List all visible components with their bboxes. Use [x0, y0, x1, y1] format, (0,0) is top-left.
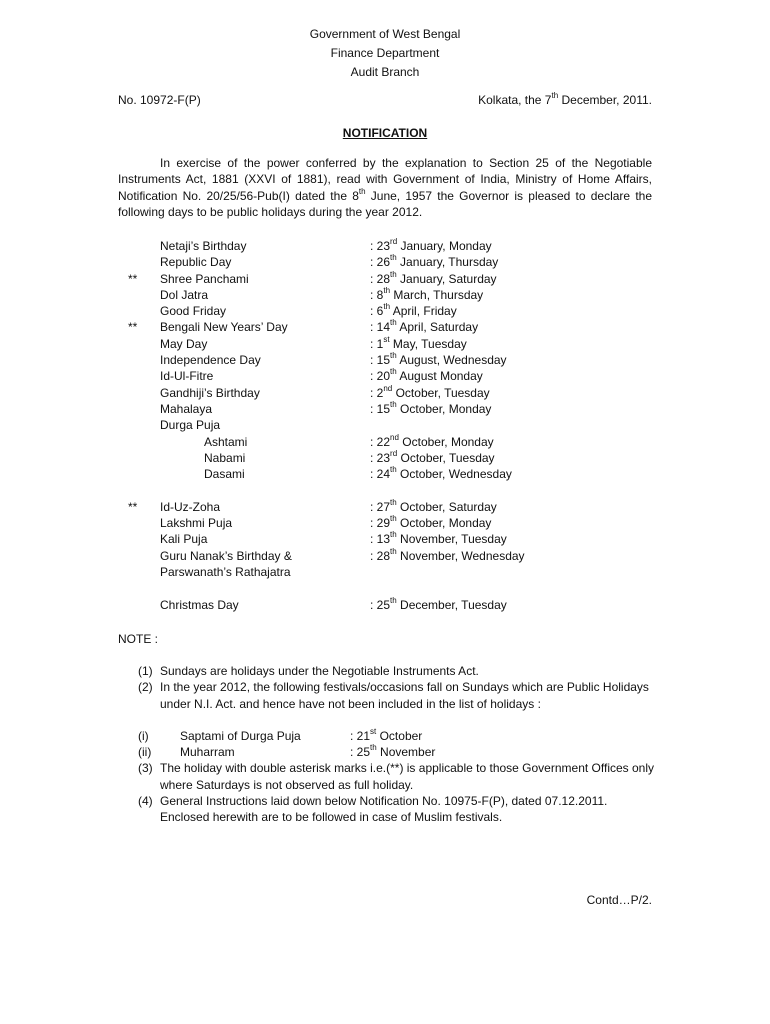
note-number: (1) — [138, 664, 153, 678]
holiday-name: Republic Day — [160, 255, 232, 270]
holiday-date — [370, 499, 497, 515]
holiday-date-separator: : — [370, 467, 377, 482]
holiday-day-suffix: th — [390, 318, 397, 328]
holiday-name: Bengali New Years’ Day — [160, 320, 288, 335]
holiday-date-separator: : — [370, 239, 377, 253]
holiday-name: Good Friday — [160, 304, 227, 319]
holiday-day: 13 — [376, 532, 391, 547]
holiday-row — [0, 254, 770, 270]
notes-list — [138, 663, 658, 826]
holiday-day: 22 — [376, 434, 391, 449]
holiday-row — [0, 499, 770, 515]
holiday-month-weekday: April, Friday — [390, 304, 457, 319]
holiday-day: 29 — [376, 516, 391, 531]
holiday-month-weekday: November, Tuesday — [396, 532, 507, 547]
holiday-month-weekday: March, Thursday — [390, 287, 484, 302]
holiday-day: 24 — [376, 467, 391, 482]
holiday-date — [370, 531, 507, 547]
holiday-month-weekday: December, Tuesday — [396, 597, 507, 612]
note-item — [138, 760, 658, 793]
holiday-day: 25 — [376, 597, 391, 612]
holiday-date-separator: : — [370, 271, 377, 286]
holiday-day-suffix: th — [390, 269, 397, 279]
document-header — [0, 26, 770, 83]
holiday-date-separator: : — [370, 369, 377, 384]
holiday-name: Ashtami — [204, 434, 248, 449]
note-text: Sundays are holidays under the Negotiable Instruments Act. — [160, 664, 479, 678]
holiday-date-separator: : — [370, 255, 377, 270]
holiday-date-separator: : — [370, 450, 377, 465]
holiday-month-weekday: January, Thursday — [396, 255, 499, 270]
holiday-day-suffix: th — [383, 285, 391, 295]
holiday-name: Nabami — [204, 450, 246, 465]
holiday-day-suffix: nd — [383, 383, 393, 393]
double-asterisk-mark: ** — [128, 499, 138, 514]
holiday-date-separator: : — [370, 320, 377, 335]
holiday-month-weekday: May, Tuesday — [389, 336, 467, 351]
holiday-row — [0, 597, 770, 613]
holiday-date — [370, 319, 478, 335]
holiday-day: 28 — [376, 271, 391, 286]
sunday-holiday-row — [138, 728, 658, 744]
sunday-day: 21 — [356, 728, 371, 743]
holiday-row — [0, 385, 770, 401]
holiday-month-weekday: August Monday — [396, 369, 483, 384]
holiday-date — [370, 548, 525, 564]
holiday-date-separator: : — [370, 516, 377, 531]
holiday-name: Dol Jatra — [160, 287, 209, 302]
holiday-day-suffix: nd — [390, 432, 399, 442]
sunday-day-suffix: st — [370, 726, 377, 736]
double-asterisk-mark: ** — [128, 271, 138, 286]
holiday-row — [0, 515, 770, 531]
holiday-date-separator: : — [370, 532, 377, 547]
holiday-row — [0, 417, 770, 433]
holiday-day-suffix: th — [390, 497, 397, 507]
holiday-date — [370, 385, 490, 401]
continued-marker: Contd…P/2. — [586, 893, 652, 907]
holiday-date — [370, 515, 491, 531]
holiday-name: Id-Uz-Zoha — [160, 499, 221, 514]
holiday-day-suffix: th — [390, 367, 397, 377]
holiday-name: Parswanath’s Rathajatra — [160, 564, 291, 579]
holiday-day: 23 — [376, 450, 391, 465]
holiday-date — [370, 466, 512, 482]
sunday-number: (ii) — [138, 745, 152, 760]
holiday-row — [0, 287, 770, 303]
holiday-row — [0, 564, 770, 597]
sunday-holiday-date — [350, 728, 422, 744]
place-date-suffix: December, 2011. — [558, 93, 652, 107]
holiday-day: 15 — [376, 401, 391, 416]
holiday-day: 20 — [376, 369, 391, 384]
holiday-name: Id-Ul-Fitre — [160, 369, 214, 384]
sunday-holiday-date — [350, 744, 435, 760]
note-item — [138, 793, 658, 826]
holiday-name: May Day — [160, 336, 208, 351]
holiday-row — [0, 368, 770, 384]
holiday-day-suffix: th — [390, 546, 397, 556]
holiday-day-suffix: th — [390, 351, 397, 361]
holiday-month-weekday: October, Saturday — [396, 499, 497, 514]
double-asterisk-mark: ** — [128, 320, 138, 335]
holiday-row — [0, 548, 770, 564]
holiday-name: Christmas Day — [160, 597, 239, 612]
holiday-day-suffix: th — [390, 465, 397, 475]
holiday-day: 26 — [376, 255, 391, 270]
header-branch: Audit Branch — [350, 65, 420, 79]
holiday-month-weekday: January, Monday — [397, 239, 492, 253]
holiday-date — [370, 597, 507, 613]
holiday-day: 14 — [376, 320, 391, 335]
holiday-month-weekday: January, Saturday — [396, 271, 497, 286]
holiday-day: 27 — [376, 499, 391, 514]
holiday-date-separator: : — [370, 499, 377, 514]
holiday-date-separator: : — [370, 597, 377, 612]
holiday-name: Guru Nanak’s Birthday & — [160, 548, 292, 563]
holiday-row — [0, 434, 770, 450]
holiday-row — [0, 401, 770, 417]
holiday-day: 15 — [376, 353, 391, 368]
holiday-date — [370, 352, 507, 368]
holiday-row — [0, 336, 770, 352]
sunday-holiday-name: Muharram — [180, 745, 235, 760]
holiday-month-weekday: October, Monday — [396, 401, 492, 416]
note-text: The holiday with double asterisk marks i.e.(**) is applicable to those Government Offices only where Saturdays is not observed as full holiday. — [160, 761, 655, 792]
holiday-day: 2 — [376, 385, 384, 400]
holiday-month-weekday: August, Wednesday — [396, 353, 507, 368]
note-text: In the year 2012, the following festivals/occasions fall on Sundays which are Public Holidays under N.I. Act. and hence have not been included in the list of holidays : — [160, 680, 649, 711]
holiday-day-suffix: th — [390, 253, 397, 263]
place-date — [478, 92, 652, 108]
note-number: (3) — [138, 761, 153, 776]
holiday-day: 1 — [376, 336, 384, 351]
holiday-day-suffix: th — [383, 302, 391, 312]
holiday-date-separator: : — [370, 434, 377, 449]
place-date-prefix: Kolkata, the 7 — [478, 93, 552, 107]
holiday-date — [370, 434, 494, 450]
holiday-month-weekday: October, Tuesday — [397, 450, 495, 465]
holiday-row — [0, 238, 770, 254]
holiday-month-weekday: October, Monday — [396, 516, 492, 531]
holiday-day-suffix: st — [383, 334, 390, 344]
sunday-day: 25 — [356, 745, 371, 760]
holiday-row — [0, 450, 770, 466]
holiday-day: 23 — [376, 239, 391, 253]
note-number: (2) — [138, 680, 153, 695]
holiday-row — [0, 531, 770, 547]
holiday-row — [0, 303, 770, 319]
holiday-day-suffix: th — [390, 399, 397, 409]
sunday-holiday-list — [138, 726, 658, 761]
note-item — [138, 663, 658, 679]
holiday-day: 28 — [376, 548, 391, 563]
holiday-row — [0, 319, 770, 335]
holiday-month-weekday: October, Monday — [398, 434, 494, 449]
sunday-month: November — [376, 745, 436, 760]
holiday-month-weekday: April, Saturday — [396, 320, 479, 335]
holiday-list — [0, 238, 770, 613]
holiday-date — [370, 287, 483, 303]
holiday-date-separator: : — [370, 336, 377, 351]
holiday-name: Netaji’s Birthday — [160, 239, 247, 253]
holiday-month-weekday: November, Wednesday — [396, 548, 525, 563]
holiday-name: Mahalaya — [160, 401, 213, 416]
holiday-date-separator: : — [370, 287, 377, 302]
holiday-name: Kali Puja — [160, 532, 208, 547]
holiday-month-weekday: October, Wednesday — [396, 467, 512, 482]
holiday-date — [370, 450, 495, 466]
header-government: Government of West Bengal — [309, 27, 461, 41]
note-number: (4) — [138, 794, 153, 809]
sunday-day-suffix: th — [370, 743, 377, 753]
sunday-number: (i) — [138, 728, 149, 743]
holiday-date-separator: : — [370, 385, 377, 400]
holiday-name: Durga Puja — [160, 418, 221, 433]
holiday-day-suffix: rd — [390, 237, 398, 246]
holiday-day-suffix: rd — [390, 448, 398, 458]
holiday-name: Shree Panchami — [160, 271, 249, 286]
sunday-holiday-row — [138, 744, 658, 760]
intro-paragraph — [118, 155, 652, 220]
holiday-date — [370, 238, 492, 254]
holiday-date-separator: : — [370, 401, 377, 416]
sunday-date-separator: : — [350, 728, 357, 743]
holiday-day-suffix: th — [390, 530, 397, 540]
intro-part2: June, 1957 the Governor is pleased to declare the following days to be public holidays during the year 2012. — [118, 188, 652, 219]
holiday-name: Dasami — [204, 467, 245, 482]
holiday-day: 8 — [376, 287, 384, 302]
holiday-date — [370, 303, 457, 319]
holiday-day-suffix: th — [390, 595, 397, 605]
holiday-name: Lakshmi Puja — [160, 516, 233, 531]
holiday-row — [0, 466, 770, 499]
note-item — [138, 679, 658, 760]
holiday-date — [370, 254, 498, 270]
holiday-date-separator: : — [370, 548, 377, 563]
intro-part1: In exercise of the power conferred by the explanation to Section 25 of the Negotiable Instruments Act, 1881 (XXVI of 1881), read with Government of India, Ministry of Home Affairs, Notification No. 20/25/56-Pub(I) dated the 8 — [118, 156, 652, 203]
sunday-holiday-name: Saptami of Durga Puja — [180, 728, 301, 743]
holiday-day: 6 — [376, 304, 384, 319]
holiday-row — [0, 352, 770, 368]
holiday-date — [370, 368, 483, 384]
sunday-date-separator: : — [350, 745, 357, 760]
sunday-month: October — [376, 728, 423, 743]
reference-number: No. 10972-F(P) — [118, 93, 201, 107]
header-department: Finance Department — [330, 46, 440, 60]
holiday-name: Gandhiji’s Birthday — [160, 385, 260, 400]
holiday-date-separator: : — [370, 353, 377, 368]
holiday-row — [0, 271, 770, 287]
holiday-date — [370, 336, 467, 352]
holiday-month-weekday: October, Tuesday — [392, 385, 490, 400]
holiday-day-suffix: th — [390, 514, 397, 524]
holiday-date — [370, 401, 491, 417]
notification-title: NOTIFICATION — [342, 126, 428, 140]
intro-sup: th — [358, 186, 366, 196]
holiday-name: Independence Day — [160, 353, 261, 368]
note-text: General Instructions laid down below Notification No. 10975-F(P), dated 07.12.2011. Enclosed herewith are to be followed in case of Muslim festivals. — [160, 794, 608, 825]
holiday-date — [370, 271, 497, 287]
note-label: NOTE : — [118, 632, 159, 646]
holiday-date-separator: : — [370, 304, 377, 319]
place-date-suffix-sup: th — [551, 91, 559, 100]
